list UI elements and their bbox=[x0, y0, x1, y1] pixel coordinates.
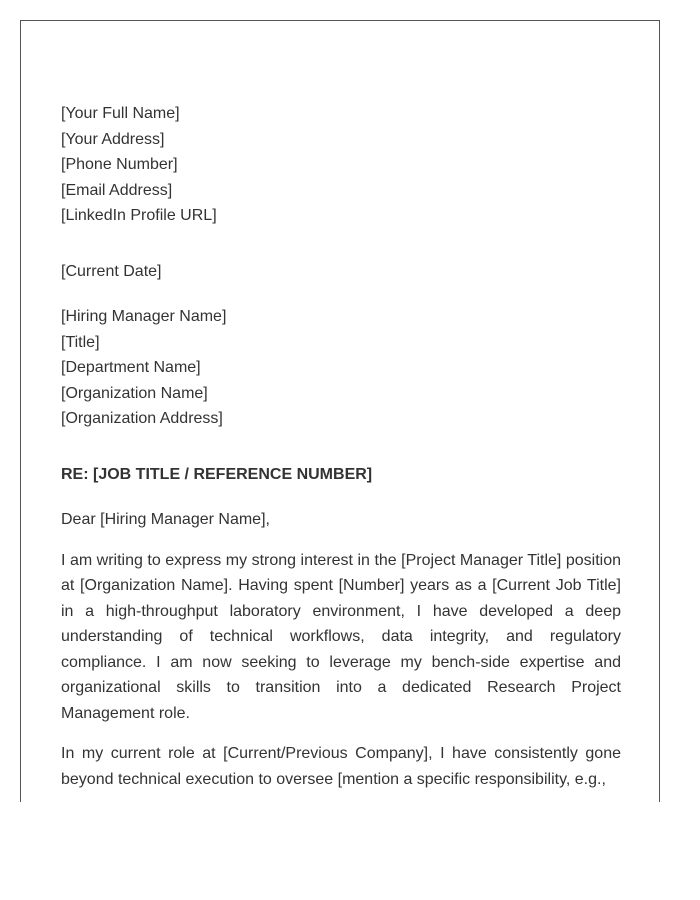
sender-linkedin: [LinkedIn Profile URL] bbox=[61, 207, 217, 224]
recipient-department: [Department Name] bbox=[61, 359, 201, 376]
date-text: [Current Date] bbox=[61, 262, 162, 280]
recipient-block bbox=[61, 304, 621, 432]
recipient-address: [Organization Address] bbox=[61, 410, 223, 427]
subject-line: RE: [JOB TITLE / REFERENCE NUMBER] bbox=[61, 465, 373, 483]
sender-email: [Email Address] bbox=[61, 181, 173, 199]
letter-page bbox=[20, 20, 660, 802]
letter-content bbox=[61, 101, 621, 792]
recipient-organization: [Organization Name] bbox=[61, 384, 208, 402]
salutation: Dear [Hiring Manager Name], bbox=[61, 511, 270, 528]
body-paragraph-1: I am writing to express my strong interest in the [Project Manager Title] position at [Organization Name]. Having spent [Number] years as a [Current Job Title] in a high-throughput laboratory environment, I have developed a deep understanding of technical workflows, data integrity, and regulatory compliance. I am now seeking to leverage my bench-side expertise and organizational skills to transition into a dedicated Research Project Management role. bbox=[61, 551, 621, 722]
body-paragraph-2: In my current role at [Current/Previous Company], I have consistently gone beyond technical execution to oversee [mention a specific responsibility, e.g., bbox=[61, 745, 621, 788]
sender-address: [Your Address] bbox=[61, 130, 165, 148]
letter-date bbox=[61, 259, 621, 285]
recipient-title: [Title] bbox=[61, 333, 100, 351]
sender-phone: [Phone Number] bbox=[61, 156, 178, 173]
recipient-name: [Hiring Manager Name] bbox=[61, 308, 227, 325]
sender-block bbox=[61, 101, 621, 229]
sender-full-name: [Your Full Name] bbox=[61, 105, 180, 122]
